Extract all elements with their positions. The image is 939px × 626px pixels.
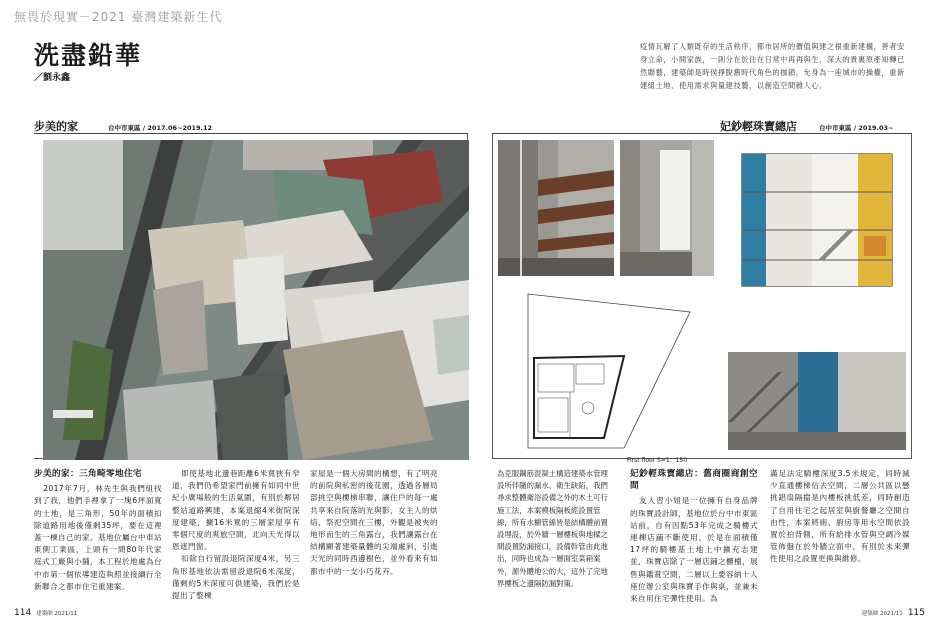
folio-left: [14, 608, 77, 618]
body-column-4-text: 為克服鋼筋混凝土構造建築水管理設所伴隨的漏水、衛生缺陷，我們尋求整體衛浴設備之外的木土可行施工法，本案模板隔板經設置管線，所有水櫥管線皆是結構體前置設埋設，於外牆一層樓板與地樑之間設置防漏接口，設備幹管由此進出，同時也成為一層面室菜箱案外，源外體地公的大，這外了完地界樓板之邊隔防漏對策。: [497, 469, 608, 588]
body-column-3: [310, 468, 438, 578]
page-number-right: 115: [907, 608, 925, 618]
interior-photo-window: [620, 140, 714, 276]
article-title: 洗盡鉛華: [34, 41, 143, 70]
body-column-4: [497, 468, 615, 590]
publication-right: 建築師 2021/11: [861, 611, 903, 617]
body-column-2: [172, 468, 300, 602]
section-heading-right: [720, 118, 893, 134]
body-column-5: [630, 468, 758, 605]
section-drawing: [728, 140, 906, 300]
col5-text: 友人習小姐是一位擁有自身品牌的珠寶設計師，基地位於台中市東區站前，自有因點53年完成之騎樓式連棟店鋪不斷使用，於是在面積僅17坪的騎樓基土地上中擴充志建並，珠寶店除了一層店鋪之櫃檯，展售與鑑賞空間，二層以上要容納十人座位辦公室與珠寶手作與桌，並兼未來自用住宅彈性使用。為: [630, 496, 758, 604]
body-column-6: [770, 468, 910, 566]
floor-plan-label: First floor S=1：150: [627, 457, 688, 464]
col6-text: 滿足法定騎樓深度3.5米規定，同時減少直通樓梯佔去空間，二層公共區以懸挑鋁扇隔擋是內樓板挑低差，同時創造了自用住宅之起居室與廚餐廳之空間自由性，本案將廁、廚房等用水空間依設置於拍背側，所有給排水管與空調冷媒管佈盤在於外牆立面中，有別於未來彈性使用之設置更換與維修。: [770, 469, 910, 564]
col5-heading: 妃鈔輕珠寶總店：舊商圈商創空間: [630, 469, 758, 492]
section-title-right: 妃鈔輕珠寶總店: [720, 120, 797, 133]
folio-right: [862, 608, 925, 618]
floor-plan-drawing: [514, 288, 704, 452]
article-author: ／劉永鑫: [34, 73, 71, 83]
col1-heading: 步美的家：三角畸零地住宅: [34, 469, 142, 479]
col2b-text: 扣除自行留設退院深度4米，另三角形基地依法需留設退院6米深度，僅剩約5米深度可供建築，我們於是提出了整棟: [172, 554, 300, 601]
section-heading-left: [34, 118, 212, 134]
col3-text: 家屋是一個大房間的構想，有了明亮的前院與私密的後花園，透過各層局部挑空與樓梯串聯，讓住戶的每一處共享來自院落的光與影，女主人的烘焙、祭祀空間在三樓，外觀是被夾的地形而生的三角露台，我們讓露台在結構顯著建築量體的尖端處斜，引進天光的同時西邊樹色，並外看來有如都市中的一支小巧花卉。: [310, 469, 438, 576]
col2-text: 即使基地北邊巷距離6米寬狹有窄道，我們仍希望家門前擁有如同中世紀小廣場般的生活氣圍，有別於鄰居整站道路興建，本案退縮4米街院深度建築，擴16米寬的三層家屋享有零個尺度的爽旅空間，北向天光得以恩遮門窗。: [172, 469, 300, 552]
page-number-left: 114: [14, 608, 32, 618]
section-title-left: 步美的家: [34, 120, 78, 133]
publication-left: 建築師 2021/11: [36, 611, 78, 617]
running-head: 無畏於現實－2021 臺灣建築新生代: [14, 10, 223, 24]
section-meta-left: 台中市東區 / 2017.06~2019.12: [108, 124, 213, 132]
body-column-1: [34, 468, 162, 593]
interior-photo-staircase: [498, 140, 614, 276]
section-meta-right: 台中市東區 / 2019.03~: [819, 124, 894, 132]
col1-text: 2017年7月，林先生與我們組找到了我，他們手裡拿了一塊6坪面寬的土地，是三角形，50年的面積扣除道路用地後僅剩35坪，要在這裡蓋一棟自己的家。基地位屬台中車站東側工業區，上頭有一間80年代家庭式工廠與小舖，本工程於地處為台中市第一個依導建造執照並接續行全新聯合之都市住宅重建案。: [34, 484, 162, 591]
aerial-photo: [43, 140, 469, 460]
article-intro: 疫情瓦解了人類既存的生活秩序，都市居所的價值與建之根重新建構，善者安身立命，小開家族，一則分在於住在日常中再再與生，深大的貴裏原產知轉已然聯藝，建築師是時侯掙脫舊時代角色的枷鎖，允身為一座城市的操權，重新建組土地、使用需求與量建技藝，以創造空間雜人心。: [640, 42, 905, 90]
interior-photo-stair-blue: [728, 352, 906, 450]
